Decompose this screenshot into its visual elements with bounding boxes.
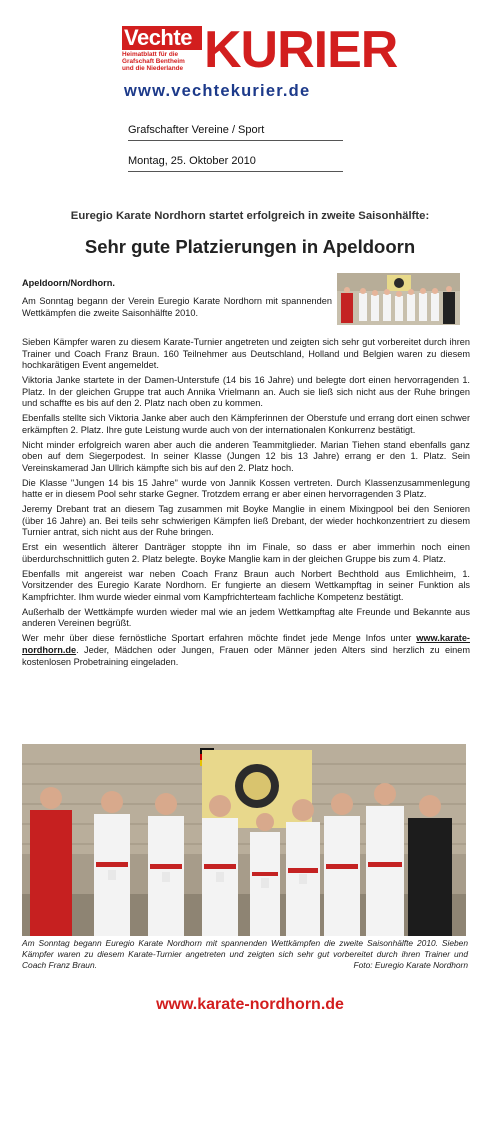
dateline: Apeldoorn/Nordhorn. xyxy=(22,278,115,288)
masthead-subtitle xyxy=(122,51,202,72)
masthead-kurier: KURIER xyxy=(204,21,398,79)
article-paragraph: Ebenfalls stellte sich Viktoria Janke aber auch den Kämpferinnen der Oberstufe und errang dort einen schwer erkämpften 2. Platz. Ihre gute Leistung wurde auch von der internationalen Konkurrenz bestätigt. xyxy=(22,413,470,435)
article-paragraph: Erst ein wesentlich älterer Danträger stoppte ihn im Finale, so dass er aber immerhin noch einen überdurchschnittlich guten 2. Platz belegte. Boyke Manglie kam in der gleichen Gruppe bis zum 4. Platz. xyxy=(22,542,470,564)
article-body xyxy=(22,337,470,671)
closing-text-before: Wer mehr über diese fernöstliche Sportart erfahren möchte findet jede Menge Infos unter xyxy=(22,633,412,644)
publication-date: Montag, 25. Oktober 2010 xyxy=(128,155,256,167)
team-photo-small xyxy=(337,273,460,325)
website-link[interactable]: www.karate-nordhorn.de xyxy=(22,633,470,655)
divider xyxy=(128,140,343,141)
article-paragraph: Außerhalb der Wettkämpfe wurden wieder mal wie an jedem Wettkampftag alte Freunde und Bekannte aus anderen Vereinen begrüßt. xyxy=(22,606,470,629)
masthead-subtitle-line: und die Niederlande xyxy=(122,65,184,72)
article-paragraph: Die Klasse "Jungen 14 bis 15 Jahre" wurde von Jannik Kossen vertreten. Durch Klassenzusammenlegung hatte er in diesem Pool sehr starke Gegner. Trotzdem errang er aber einen hervorragenden 3 Platz. xyxy=(22,477,470,500)
masthead-logo xyxy=(122,21,398,106)
masthead-subtitle-line: Grafschaft Bentheim xyxy=(122,58,185,65)
masthead-url: www.vechtekurier.de xyxy=(124,82,311,100)
article-paragraph: Ebenfalls mit angereist war neben Coach Franz Braun auch Norbert Bechthold aus Emlichheim, 1. Vorsitzender des Euregio Karate Nordhorn. Er fungierte an diesem Wettkampftag in seiner Funktion als Kampfrichter. Ihm wurde wieder einmal vom Kampfrichterteam fachliche Kompetenz bestätigt. xyxy=(22,568,470,602)
lead-paragraph: Am Sonntag begann der Verein Euregio Karate Nordhorn mit spannenden Wettkämpfen die zweite Saisonhälfte 2010. xyxy=(22,296,332,318)
divider xyxy=(128,171,343,172)
photo-credit: Foto: Euregio Karate Nordhorn xyxy=(353,960,468,970)
closing-text-after: . Jeder, Mädchen oder Jungen, Frauen oder Männer jeden Alters sind herzlich zu einem kostenlosen Probetraining eingeladen. xyxy=(22,644,470,667)
article-paragraph: Viktoria Janke startete in der Damen-Unterstufe (14 bis 16 Jahre) und belegte dort einen hervorragenden 1. Platz. In der gleichen Gruppe trat auch Annika Vrielmann an. Auch sie ließ sich nicht aus der Ruhe bringen und schaffte es bis auf den 2. Platz nach oben zu kommen. xyxy=(22,375,470,409)
article-paragraph: Nicht minder erfolgreich waren aber auch die anderen Teammitglieder. Marian Tiehen stand ebenfalls ganz oben auf dem Siegerpodest. In seiner Klasse (Jungen 12 bis 13 Jahre) errang er den 1. Platz. Sein Vereinskamerad Jan Ullrich kämpfte sich bis auf den 2. Platz hoch. xyxy=(22,439,470,473)
section-label: Grafschafter Vereine / Sport xyxy=(128,124,265,136)
footer-website-link[interactable]: www.karate-nordhorn.de xyxy=(156,996,344,1013)
team-photo-large xyxy=(22,744,466,936)
article-paragraph: Sieben Kämpfer waren zu diesem Karate-Turnier angetreten und zeigten sich sehr gut vorbereitet durch ihren Trainer und Coach Franz Braun. 160 Teilnehmer aus Deutschland, Holland und Belgien waren zu diesem hochkarätigen Event angemeldet. xyxy=(22,337,470,371)
article-kicker: Euregio Karate Nordhorn startet erfolgreich in zweite Saisonhälfte: xyxy=(70,210,430,222)
masthead-vechte: Vechte xyxy=(122,26,202,50)
masthead-subtitle-line: Heimatblatt für die xyxy=(122,51,179,58)
article-paragraph: Jeremy Drebant trat an diesem Tag zusammen mit Boyke Manglie in einem Mixingpool bei den Senioren (über 16 Jahre) an. Bei teils sehr schwierigen Kämpfen ließ Drebant, der wieder hochkonzentriert zu diesem Turnier antrat, sich nicht aus der Ruhe bringen. xyxy=(22,504,470,538)
photo-caption xyxy=(22,938,468,971)
article-headline: Sehr gute Platzierungen in Apeldoorn xyxy=(84,236,416,257)
caption-text: Am Sonntag begann Euregio Karate Nordhorn mit spannenden Wettkämpfen die zweite Saisonhälfte 2010. Sieben Kämpfer waren zu diesem Karate-Turnier angetreten und zeigten sich sehr gut vorbereitet durch ihren Trainer und Coach Franz Braun. xyxy=(22,938,468,970)
closing-paragraph xyxy=(22,633,470,668)
